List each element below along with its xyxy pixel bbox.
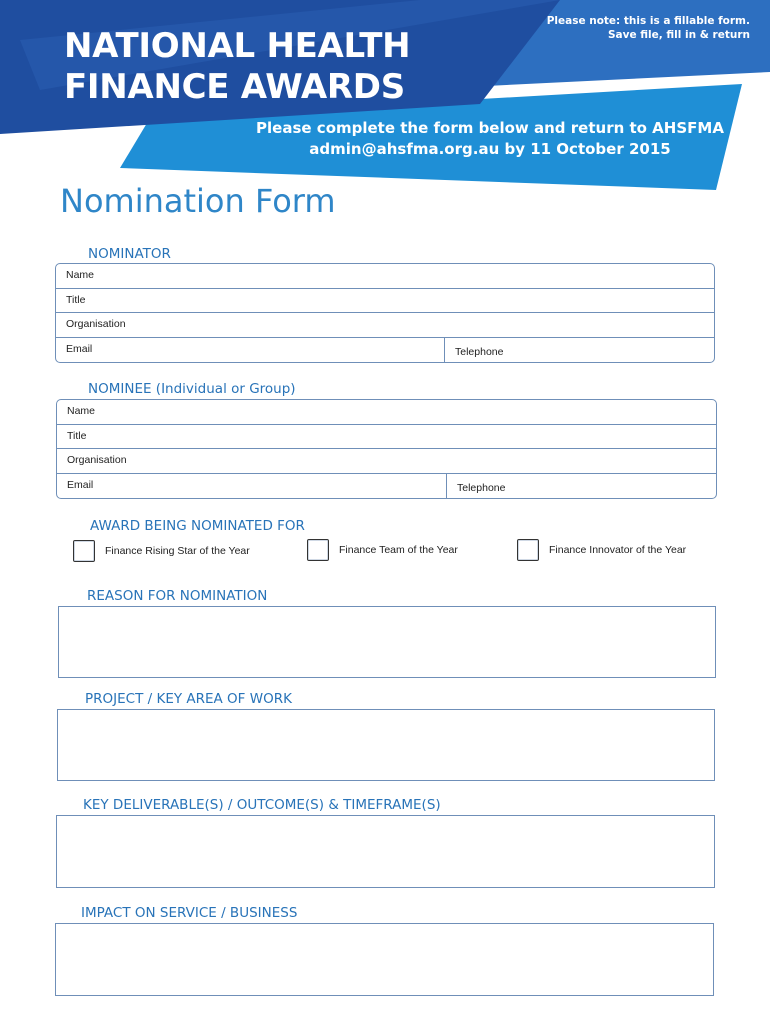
instruction-line2: admin@ahsfma.org.au by 11 October 2015 [309,140,671,158]
nominator-heading: NOMINATOR [88,246,171,262]
innovator-label: Finance Innovator of the Year [549,544,687,556]
nominee-fields [56,399,717,499]
team-label: Finance Team of the Year [339,544,458,556]
rising-star-checkbox[interactable] [73,540,95,562]
note-line2: Save file, fill in & return [607,29,750,41]
nominee-organisation-field[interactable] [57,449,716,474]
innovator-checkbox[interactable] [517,539,539,561]
deliverables-heading: KEY DELIVERABLE(S) / OUTCOME(S) & TIMEFRAME(S) [83,797,441,813]
nominee-organisation-label: Organisation [67,454,127,466]
nominator-name-label: Name [66,269,95,281]
nominator-fields [55,263,715,363]
fillable-form-note [547,14,750,42]
nominee-heading: NOMINEE (Individual or Group) [88,381,296,397]
nominator-telephone-field[interactable] [444,338,714,363]
project-heading: PROJECT / KEY AREA OF WORK [85,691,292,707]
nominator-title-label: Title [66,293,86,306]
reason-heading: REASON FOR NOMINATION [87,588,268,604]
nominee-contact-row [57,474,716,499]
banner-title-line2: FINANCE AWARDS [64,67,405,107]
nominee-telephone-field[interactable] [446,474,716,499]
nominee-email-label: Email [67,478,94,491]
nominator-organisation-label: Organisation [66,318,126,330]
nominee-title-label: Title [67,429,87,442]
award-option-innovator[interactable] [517,539,737,565]
nominee-name-label: Name [67,405,96,417]
banner-title-line1: NATIONAL HEALTH [64,26,411,66]
form-title: Nomination Form [60,182,336,220]
award-heading: AWARD BEING NOMINATED FOR [90,518,305,534]
nominator-organisation-field[interactable] [56,313,714,338]
reason-textarea[interactable] [58,606,716,678]
nominee-telephone-label: Telephone [457,481,506,494]
nominee-title-field[interactable] [57,425,716,450]
nominee-name-field[interactable] [57,400,716,425]
return-instructions [240,118,740,160]
nominator-title-field[interactable] [56,289,714,314]
instruction-line1: Please complete the form below and return to AHSFMA [256,119,724,137]
project-textarea[interactable] [57,709,715,781]
award-option-team[interactable] [307,539,507,565]
nominator-email-label: Email [66,342,93,355]
note-line1: Please note: this is a fillable form. [546,15,750,27]
award-option-rising-star[interactable] [73,540,303,566]
nominator-email-field[interactable] [56,338,444,363]
header-banner [0,0,770,200]
impact-textarea[interactable] [55,923,714,996]
rising-star-label: Finance Rising Star of the Year [105,545,250,557]
nominator-telephone-label: Telephone [455,345,504,358]
nominator-name-field[interactable] [56,264,714,289]
nominee-email-field[interactable] [57,474,446,499]
team-checkbox[interactable] [307,539,329,561]
deliverables-textarea[interactable] [56,815,715,888]
nominator-contact-row [56,338,714,363]
impact-heading: IMPACT ON SERVICE / BUSINESS [81,905,298,921]
banner-title [64,26,410,108]
